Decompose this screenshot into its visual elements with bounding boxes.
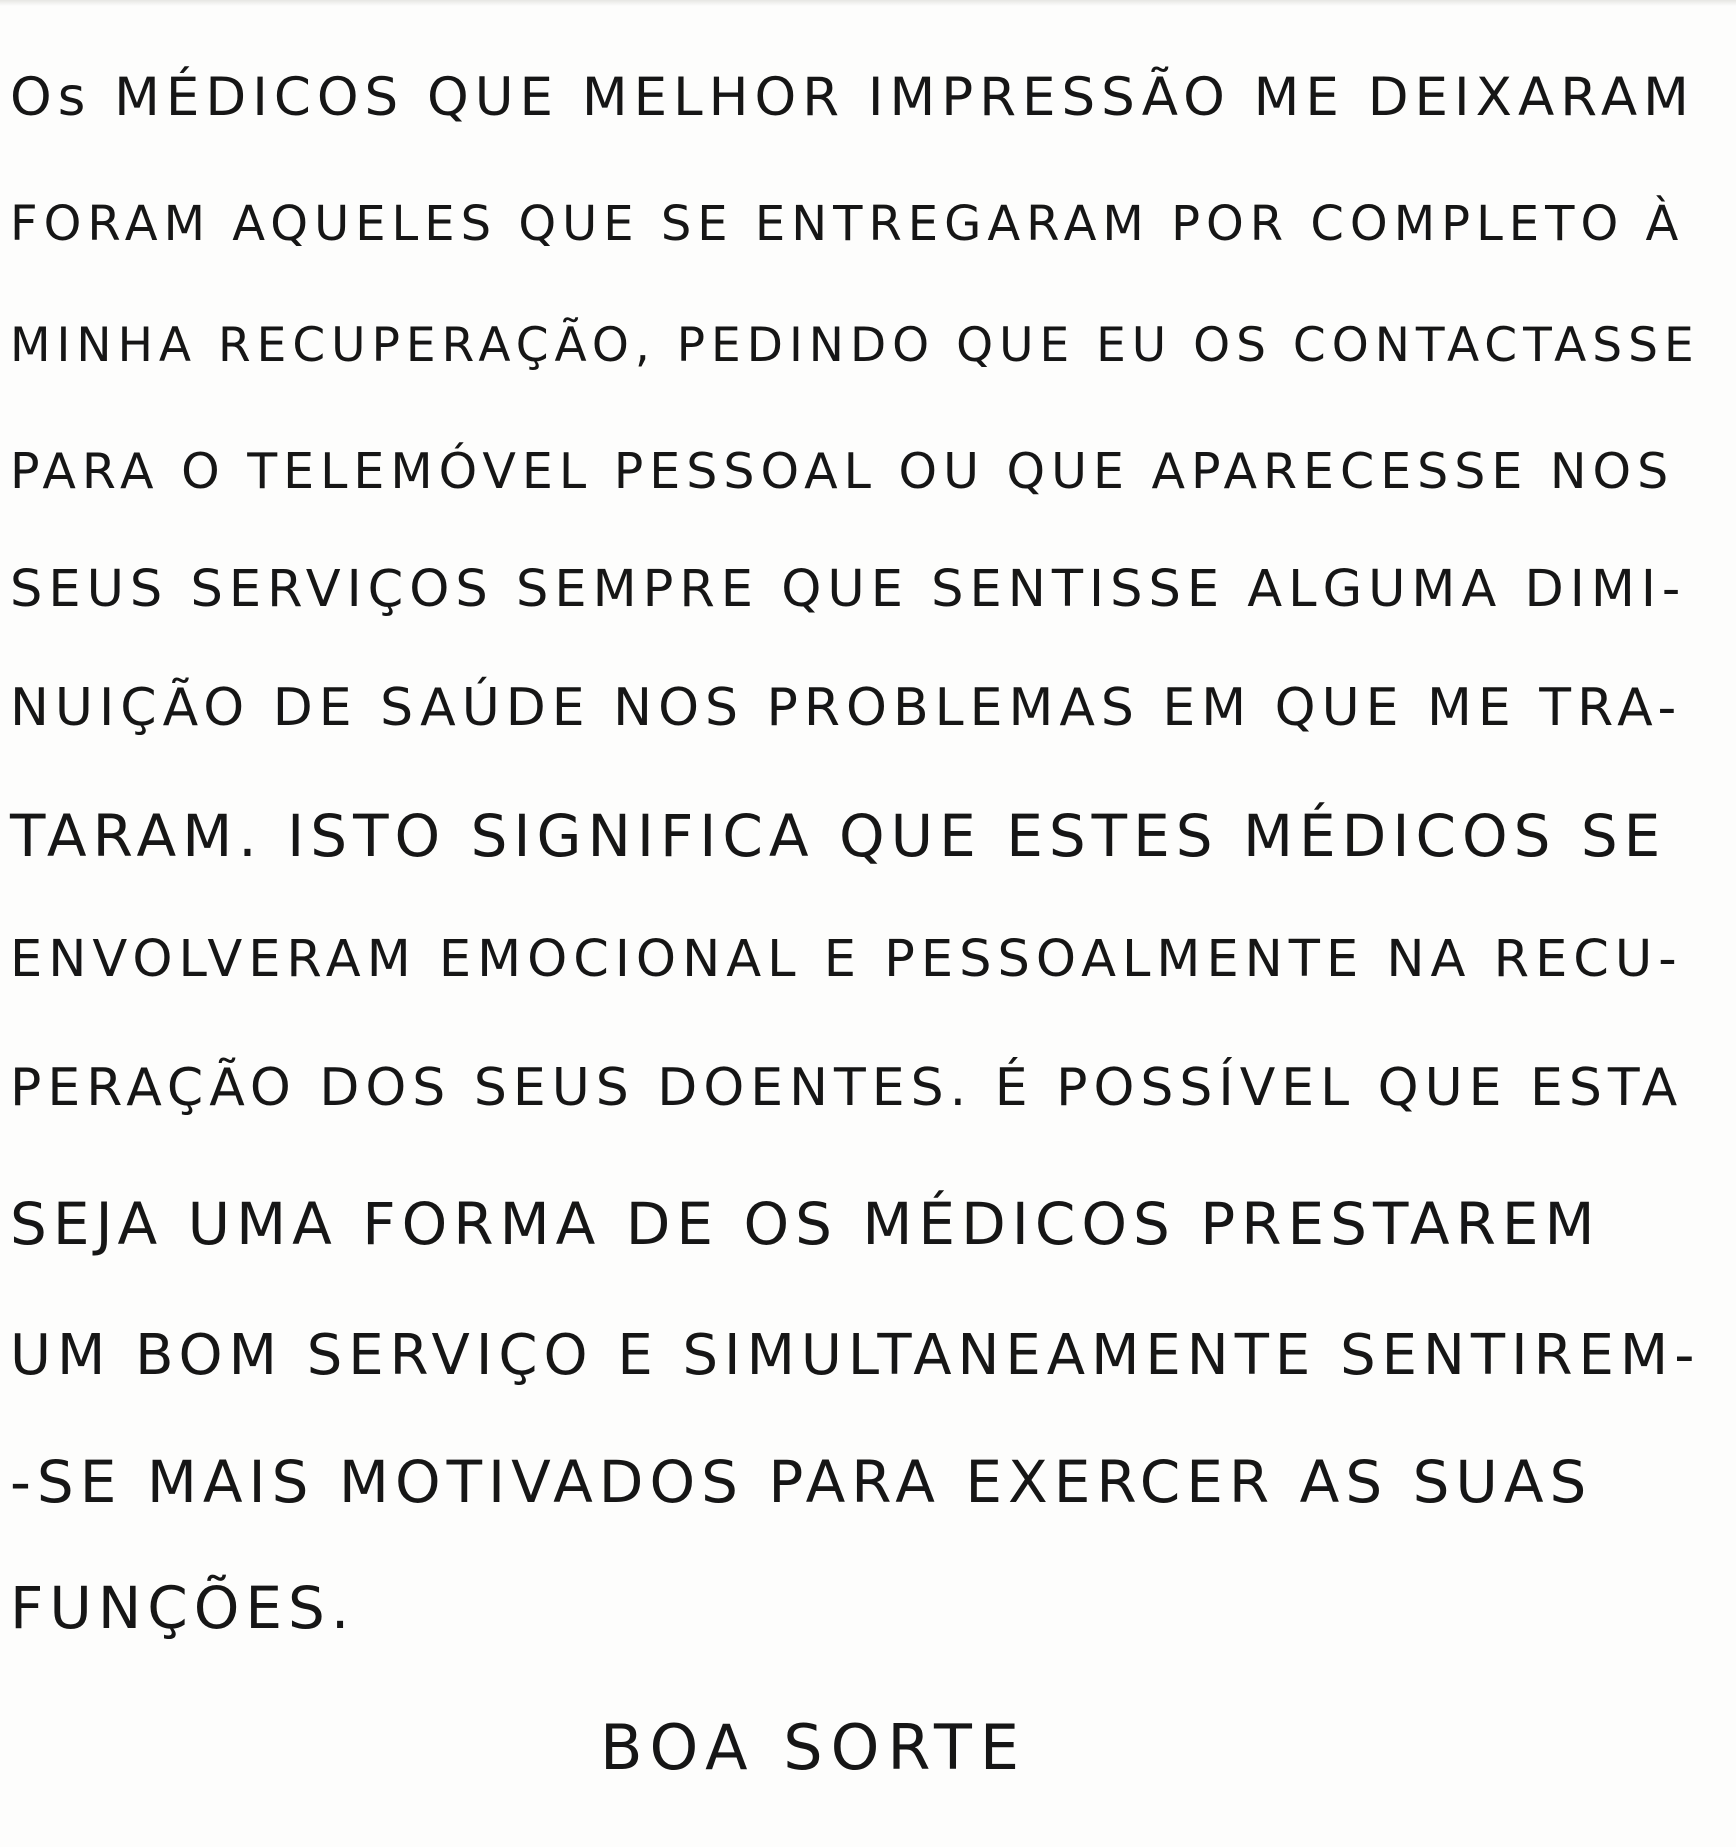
letter-line-11: UM BOM SERVIÇO E SIMULTANEAMENTE SENTIREM- [10,1323,1701,1388]
letter-line-5: SEUS SERVIÇOS SEMPRE QUE SENTISSE ALGUMA DIMI- [10,560,1687,619]
letter-line-1: Os MÉDICOS QUE MELHOR IMPRESSÃO ME DEIXARAM [10,67,1695,128]
letter-line-13: FUNÇÕES. [10,1574,356,1642]
letter-line-9: PERAÇÃO DOS SEUS DOENTES. É POSSÍVEL QUE ESTA [10,1058,1684,1118]
letter-line-10: SEJA UMA FORMA DE OS MÉDICOS PRESTAREM [10,1190,1601,1258]
letter-line-3: MINHA RECUPERAÇÃO, PEDINDO QUE EU OS CONTACTASSE [10,318,1700,373]
letter-line-2: FORAM AQUELES QUE SE ENTREGARAM POR COMPLETO À [10,196,1685,252]
letter-signoff: BOA SORTE [600,1711,1028,1784]
letter-line-6: NUIÇÃO DE SAÚDE NOS PROBLEMAS EM QUE ME TRA- [10,678,1683,738]
letter-line-12: -SE MAIS MOTIVADOS PARA EXERCER AS SUAS [10,1448,1593,1516]
letter-line-8: ENVOLVERAM EMOCIONAL E PESSOALMENTE NA RECU- [10,930,1683,989]
letter-line-7: TARAM. ISTO SIGNIFICA QUE ESTES MÉDICOS SE [10,802,1667,870]
letter-line-4: PARA O TELEMÓVEL PESSOAL OU QUE APARECESSE NOS [10,443,1675,500]
